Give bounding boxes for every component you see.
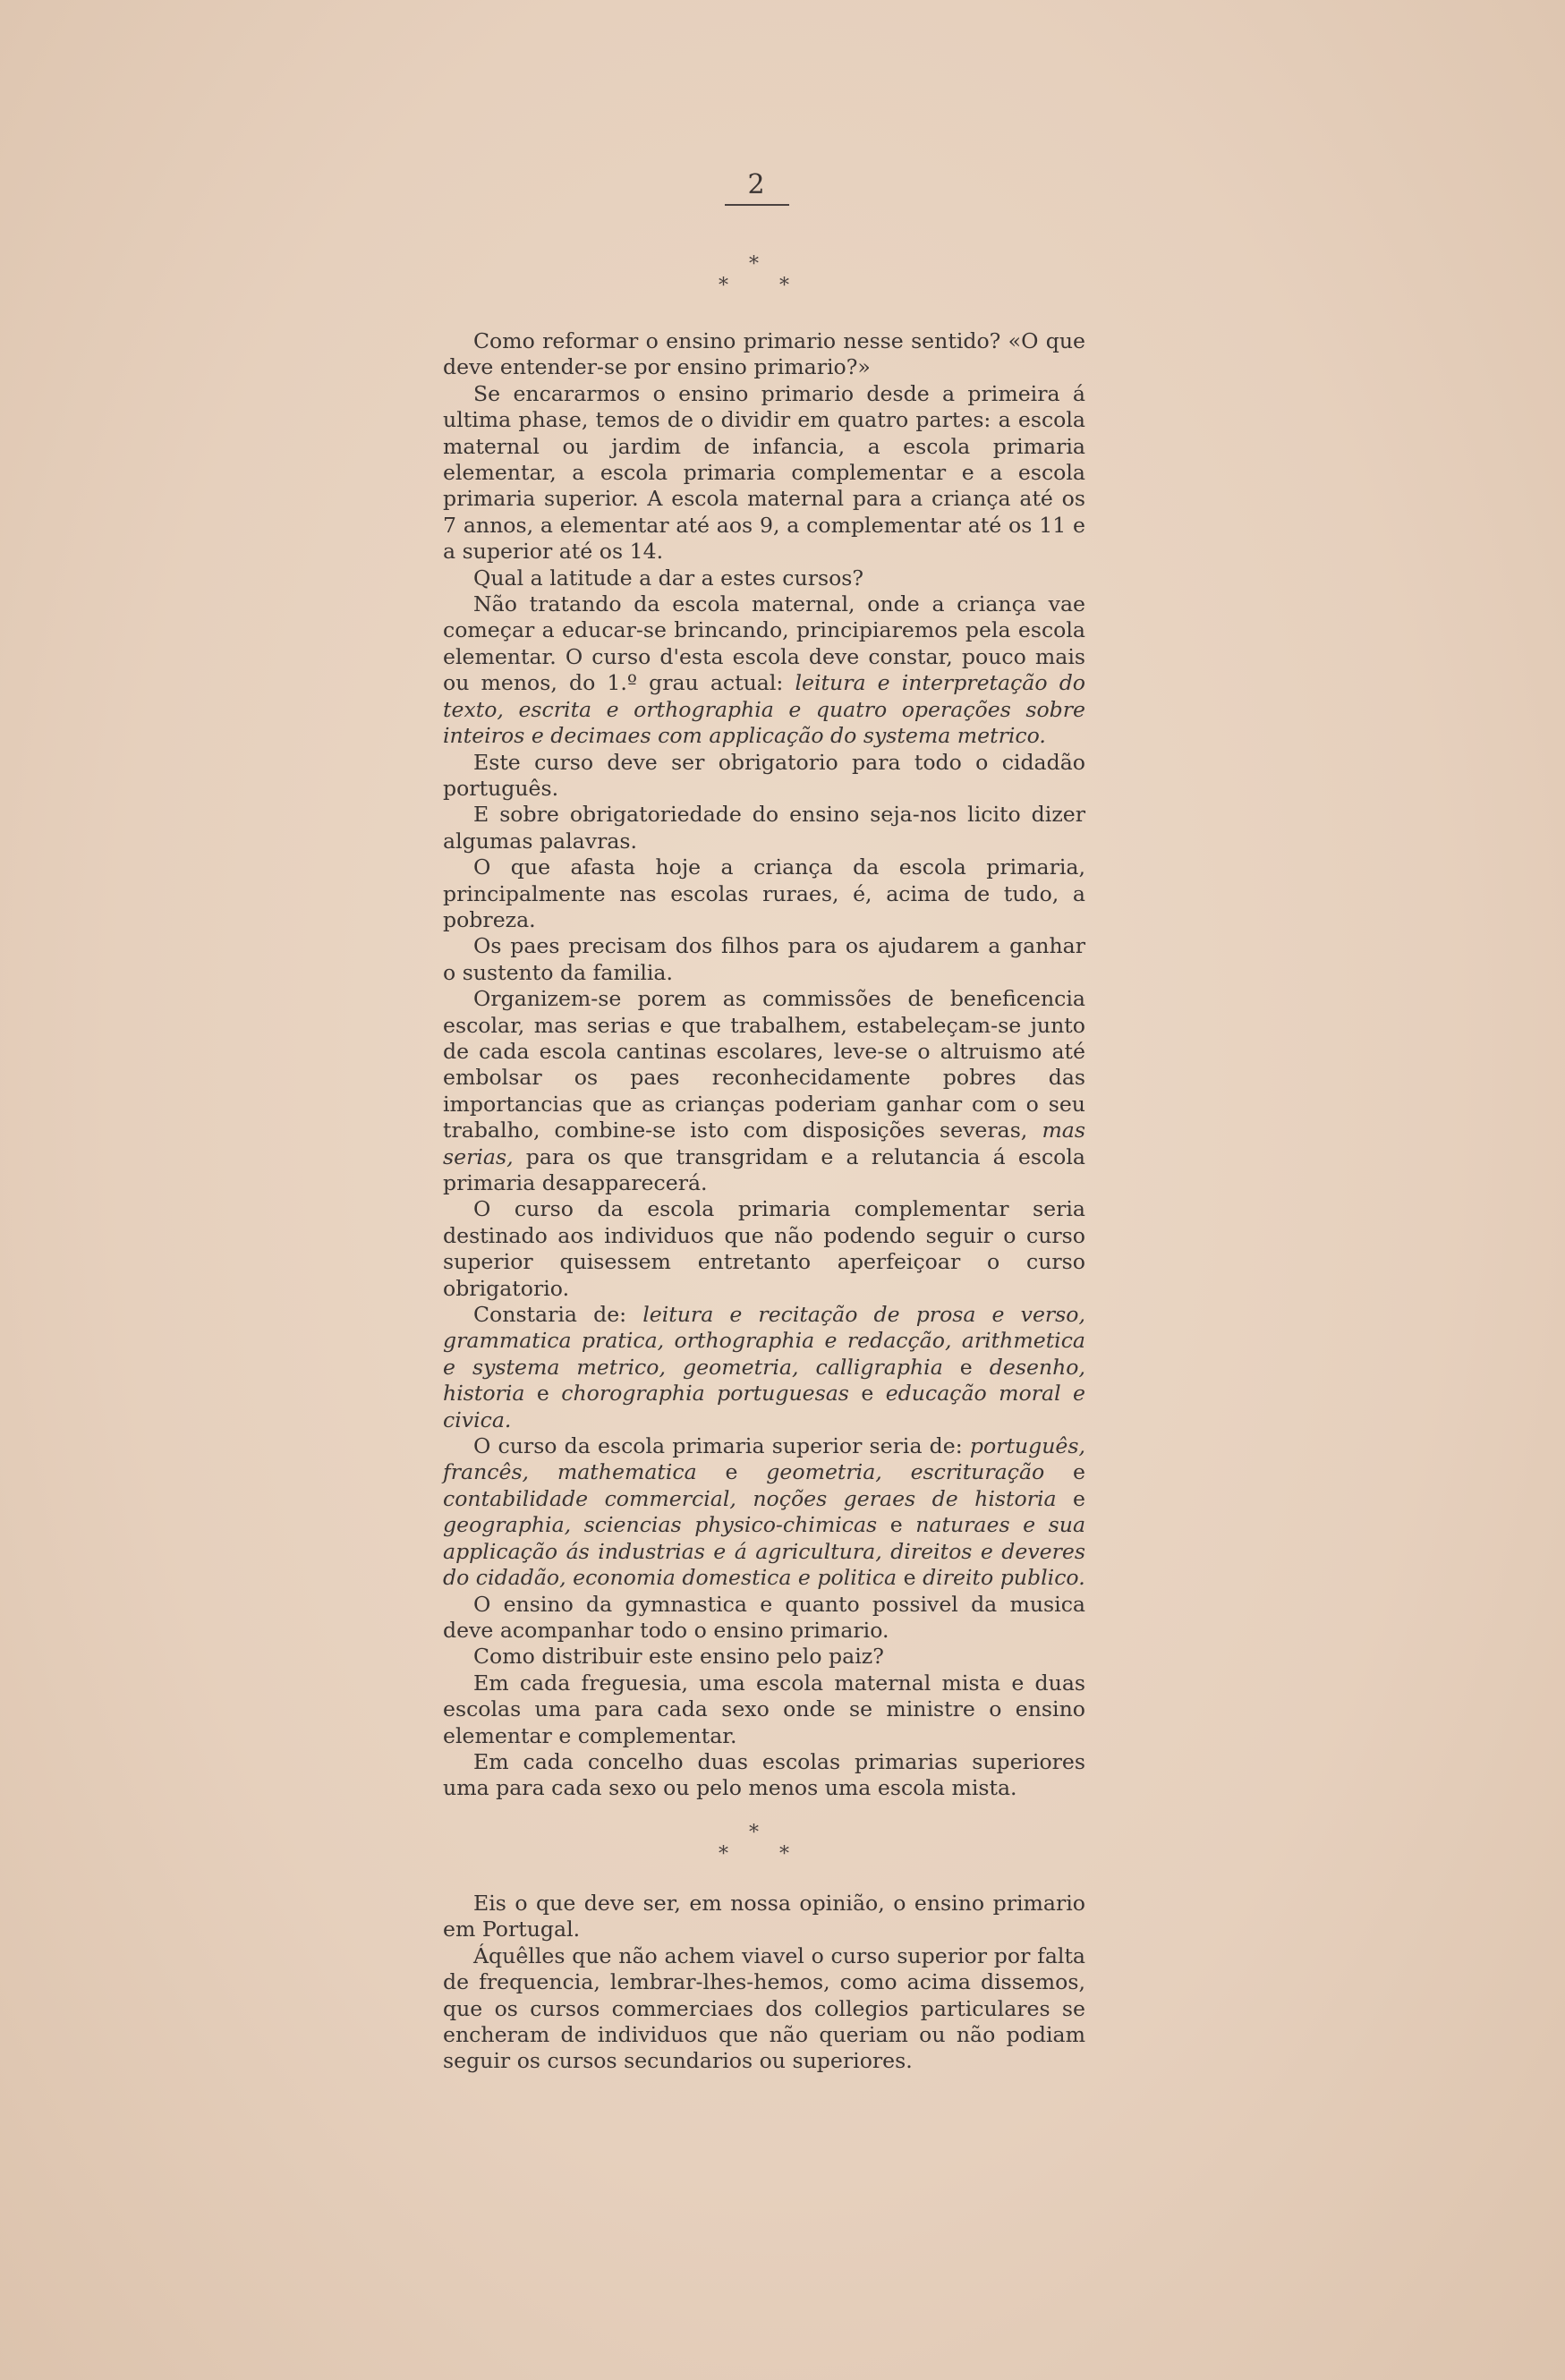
paragraph-curso-complementar: [443, 1302, 1085, 1433]
text-run: e: [1056, 1485, 1085, 1511]
italic-run: leitura e recitação de prosa e verso, grammatica pratica, orthographia e redacção, arithmetica e systema metrico, geometria, calligraphia: [443, 1302, 1085, 1380]
page-number: 2: [747, 169, 765, 200]
paragraph: O curso da escola primaria complementar seria destinado aos individuos que não podendo seguir o curso superior quisessem entretanto aperfeiçoar o curso obrigatorio.: [443, 1196, 1085, 1301]
italic-run: chorographia portuguesas: [561, 1381, 849, 1407]
italic-run: naturaes e sua applicação ás industrias e á agricultura, direitos e deveres do cidadão, economia domestica e politica: [443, 1512, 1086, 1591]
text-run: e: [942, 1354, 990, 1380]
closing-section: [443, 1891, 1085, 2075]
asterism-star: *: [779, 275, 789, 297]
paragraph-commissoes: [443, 986, 1085, 1196]
paragraph-escola-elementar: [443, 591, 1085, 749]
paragraph: Eis o que deve ser, em nossa opinião, o ensino primario em Portugal.: [443, 1891, 1085, 1942]
paragraph: Se encararmos o ensino primario desde a primeira á ultima phase, temos de o dividir em quatro partes: a escola maternal ou jardim de infancia, a escola primaria elementar, a escola primaria complementar e a escola primaria superior. A escola maternal para a criança até os 7 annos, a elementar até aos 9, a complementar até os 11 e a superior até os 14.: [443, 380, 1085, 565]
italic-run: leitura e interpretação do texto, escrita e orthographia e quatro operações sobre inteiros e decimaes com applicação do systema metrico.: [443, 670, 1085, 749]
asterism-bottom: [702, 1824, 810, 1871]
paragraph: O que afasta hoje a criança da escola primaria, principalmente nas escolas ruraes, é, acima de tudo, a pobreza.: [443, 854, 1085, 932]
article-body: [443, 328, 1085, 1802]
paragraph: Em cada freguesia, uma escola maternal mista e duas escolas uma para cada sexo onde se ministre o ensino elementar e complementar.: [443, 1670, 1085, 1748]
italic-run: português, francês, mathematica: [443, 1433, 1085, 1485]
paragraph: E sobre obrigatoriedade do ensino seja-nos licito dizer algumas palavras.: [443, 802, 1085, 854]
italic-run: mas serias,: [443, 1118, 1085, 1169]
asterism-star: *: [749, 1822, 759, 1844]
paragraph-curso-superior: [443, 1433, 1085, 1591]
italic-run: educação moral e civica.: [443, 1381, 1086, 1432]
text-run: e: [897, 1565, 923, 1591]
paragraph: Em cada concelho duas escolas primarias superiores uma para cada sexo ou pelo menos uma escola mista.: [443, 1748, 1085, 1801]
text-run: O curso da escola primaria superior seria de:: [473, 1433, 970, 1459]
asterism-top: [702, 253, 810, 302]
paragraph: Como reformar o ensino primario nesse sentido? «O que deve entender-se por ensino primario?»: [443, 328, 1085, 380]
text-run: Organizem-se porem as commissões de beneficencia escolar, mas serias e que trabalhem, estabeleçam-se junto de cada escola cantinas escolares, leve-se o altruismo até embolsar os paes reconhecidamente pobres das importancias que as crianças poderiam ganhar com o seu trabalho, combine-se isto com disposições severas,: [443, 986, 1085, 1143]
italic-run: contabilidade commercial, noções geraes de historia: [443, 1485, 1057, 1511]
paragraph: O ensino da gymnastica e quanto possivel da musica deve acompanhar todo o ensino primario.: [443, 1591, 1085, 1643]
paragraph: Este curso deve ser obrigatorio para todo o cidadão português.: [443, 749, 1085, 801]
text-run: e: [1044, 1459, 1085, 1485]
text-run: para os que transgridam e a relutancia á escola primaria desapparecerá.: [443, 1143, 1085, 1195]
asterism-star: *: [719, 275, 728, 297]
asterism-star: *: [749, 253, 759, 276]
italic-run: geometria, escrituração: [766, 1459, 1045, 1485]
text-run: e: [848, 1381, 886, 1407]
text-run: e: [877, 1512, 916, 1538]
paragraph: Os paes precisam dos filhos para os ajudarem a ganhar o sustento da familia.: [443, 933, 1085, 985]
text-run: Constaria de:: [473, 1302, 643, 1328]
asterism-star: *: [719, 1843, 728, 1866]
paragraph: Qual a latitude a dar a estes cursos?: [473, 565, 864, 591]
asterism-star: *: [779, 1843, 789, 1866]
italic-run: desenho, historia: [443, 1354, 1085, 1407]
italic-run: direito publico.: [923, 1565, 1085, 1591]
text-run: e: [696, 1459, 767, 1485]
text-run: e: [524, 1381, 562, 1407]
paragraph: Como distribuir este ensino pelo paiz?: [473, 1644, 884, 1670]
paragraph: Áquêlles que não achem viavel o curso superior por falta de frequencia, lembrar-lhes-hemos, como acima dissemos, que os cursos commerciaes dos collegios particulares se encheram de individuos que não queriam ou não podiam seguir os cursos secundarios ou superiores.: [443, 1942, 1085, 2074]
italic-run: geographia, sciencias physico-chimicas: [443, 1512, 878, 1538]
text-run: Não tratando da escola maternal, onde a criança vae começar a educar-se brincando, principiaremos pela escola elementar. O curso d'esta escola deve constar, pouco mais ou menos, do 1.º grau actual:: [443, 591, 1085, 696]
page-number-rule: [725, 204, 789, 206]
